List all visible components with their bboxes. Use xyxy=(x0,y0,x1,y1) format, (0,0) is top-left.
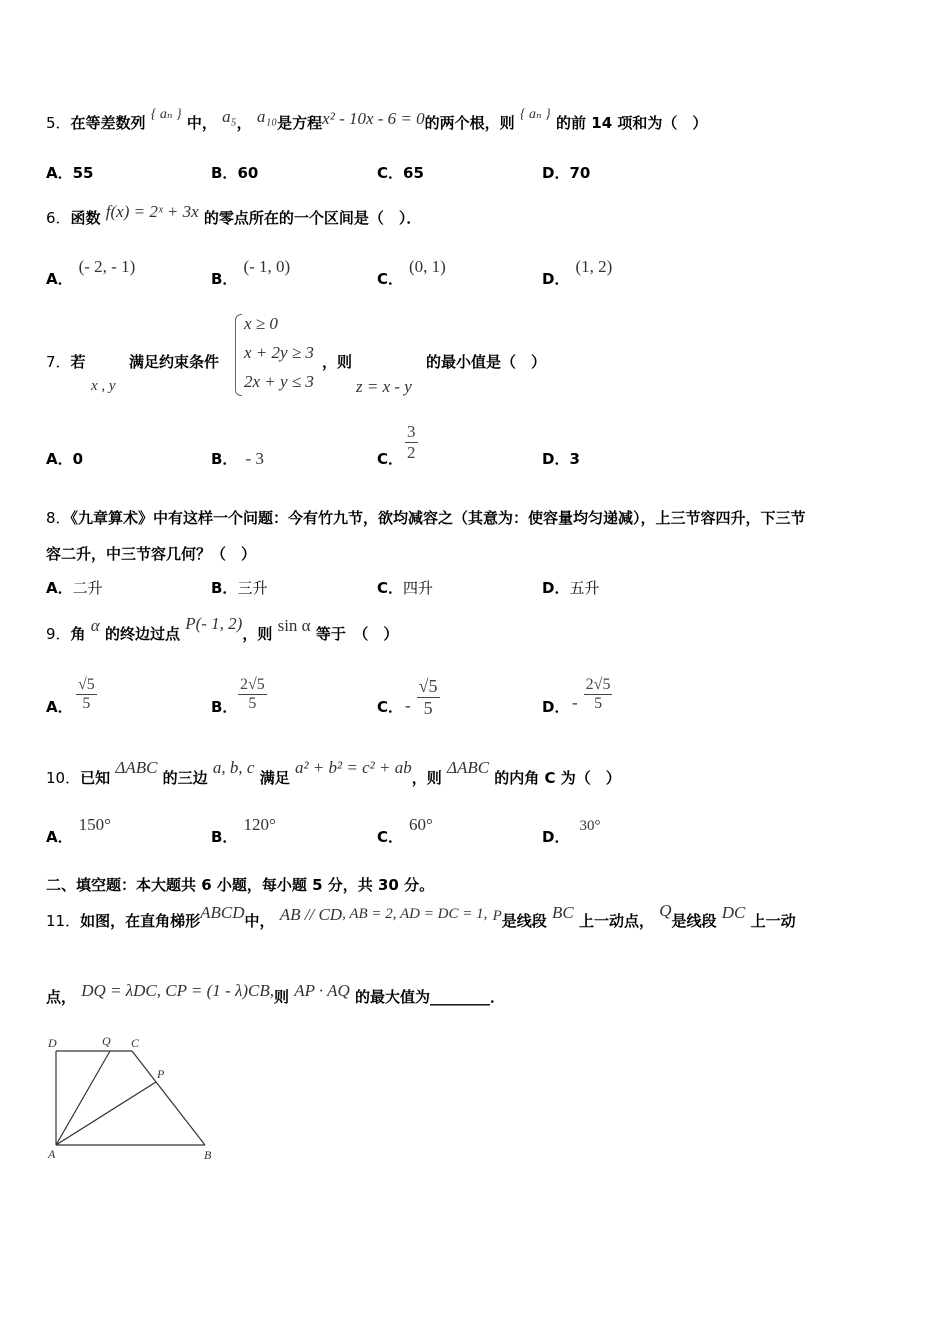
option-value: 150° xyxy=(78,815,111,834)
option-label: D． xyxy=(542,579,570,597)
option-value: 65 xyxy=(403,164,424,182)
option-label: B． xyxy=(211,270,238,288)
q5-option-b[interactable] xyxy=(211,162,258,183)
option-label: C． xyxy=(377,450,404,468)
option-label: B． xyxy=(211,164,238,182)
q9-option-b-label[interactable]: B． xyxy=(211,698,238,716)
q5-text-2: 中， xyxy=(186,114,217,132)
option-value: 55 xyxy=(72,164,94,182)
q7-system-brace xyxy=(235,314,242,396)
q10-number: 10． xyxy=(46,769,81,787)
segment-aq xyxy=(56,1051,110,1145)
q10-option-c[interactable] xyxy=(377,815,433,847)
q7-text-2: 满足约束条件 xyxy=(129,353,220,371)
q10-triangle-2: ΔABC xyxy=(446,758,490,777)
q10-text-3: 满足 xyxy=(259,769,290,787)
label-c: C xyxy=(131,1036,140,1050)
option-label: A． xyxy=(46,828,73,846)
option-label: B． xyxy=(211,450,238,468)
q6-option-b[interactable] xyxy=(211,257,291,289)
q10-option-d[interactable] xyxy=(542,818,601,847)
label-p: P xyxy=(157,1067,165,1081)
q10-stem xyxy=(46,758,621,788)
q10-text-4: ，则 xyxy=(411,769,442,787)
fraction-denominator: 5 xyxy=(423,698,433,718)
q11-text-6: 上一动 xyxy=(750,912,796,930)
q11-text-8: 则 xyxy=(273,988,289,1006)
q11-text-4: 上一动点， xyxy=(578,912,654,930)
option-value: 120° xyxy=(243,815,276,834)
q5-option-d[interactable] xyxy=(542,162,590,183)
q8-line-1 xyxy=(46,507,806,528)
q10-equation: a² + b² = c² + ab xyxy=(294,758,412,777)
option-label: C． xyxy=(377,579,404,597)
fraction-denominator: 5 xyxy=(82,695,91,712)
option-label: D． xyxy=(542,164,570,182)
q10-option-a[interactable] xyxy=(46,815,111,847)
segment-ap xyxy=(56,1082,156,1145)
q7-stem-a xyxy=(46,351,86,372)
q6-function: f(x) = 2ˣ + 3x xyxy=(105,202,199,221)
option-sign: - xyxy=(572,693,578,713)
fraction-numerator: 2√5 xyxy=(240,676,265,693)
q7-text-1: 若 xyxy=(70,353,86,371)
fraction-denominator: 2 xyxy=(407,443,416,462)
q9-text-4: 等于 （ ） xyxy=(315,625,399,643)
q5-option-c[interactable] xyxy=(377,162,424,183)
q5-text-6: 项和为（ ） xyxy=(617,114,708,132)
q7-option-c-fraction xyxy=(405,422,418,463)
q11-text-1: 如图，在直角梯形 xyxy=(80,912,201,930)
trapezoid-figure xyxy=(40,1030,230,1165)
option-value: 二升 xyxy=(72,579,103,597)
q7-option-d[interactable] xyxy=(542,448,580,469)
q5-stem xyxy=(46,107,708,133)
q9-text-3: ，则 xyxy=(242,625,273,643)
q9-text-2: 的终边过点 xyxy=(104,625,180,643)
q5-equation: x² - 10x - 6 = 0 xyxy=(322,109,425,128)
section-2-heading: 二、填空题：本大题共 6 小题，每小题 5 分，共 30 分。 xyxy=(46,876,435,894)
q5-text-1: 在等差数列 xyxy=(70,114,146,132)
q8-option-a[interactable] xyxy=(46,577,103,598)
q6-option-c[interactable] xyxy=(377,257,446,289)
q9-option-a-label[interactable]: A． xyxy=(46,698,73,716)
q11-bc: BC xyxy=(551,903,574,922)
q11-point-q: Q xyxy=(659,901,672,920)
q11-text-7: 点， xyxy=(46,988,77,1006)
option-label: A． xyxy=(46,450,73,468)
q9-sine: sin α xyxy=(277,616,311,635)
q7-text-3: ，则 xyxy=(322,353,353,371)
fraction-denominator: 5 xyxy=(248,695,257,712)
q10-sides: a, b, c xyxy=(212,758,255,777)
q6-stem xyxy=(46,202,422,228)
q6-text-2: 的零点所在的一个区间是（ ）． xyxy=(203,209,422,227)
q6-number: 6． xyxy=(46,209,71,227)
q11-abcd: ABCD xyxy=(200,903,245,922)
q8-number: 8． xyxy=(46,509,71,527)
option-label: D． xyxy=(542,270,570,288)
fraction-numerator: √5 xyxy=(418,676,438,696)
q9-point: P(- 1, 2) xyxy=(185,614,243,633)
q5-option-a[interactable] xyxy=(46,162,93,183)
option-value: (1, 2) xyxy=(575,257,613,276)
q11-text-2: 中， xyxy=(244,912,275,930)
q9-option-c-value xyxy=(405,676,440,719)
option-value: 0 xyxy=(72,450,84,468)
q7-number: 7． xyxy=(46,353,71,371)
q5-comma: ， xyxy=(236,114,252,132)
label-a: A xyxy=(48,1147,56,1161)
option-value: - 3 xyxy=(245,449,264,468)
fraction-numerator: √5 xyxy=(78,676,95,693)
option-label: C． xyxy=(377,828,404,846)
option-value: 四升 xyxy=(403,579,434,597)
q7-option-c-label[interactable] xyxy=(377,448,403,469)
option-label: A． xyxy=(46,164,73,182)
q8-line-2: 容二升，中三节容几何？（ ） xyxy=(46,545,257,563)
q11-number: 11． xyxy=(46,912,81,930)
q11-parallel: AB // CD xyxy=(279,905,343,924)
q8-text-1: 《九章算术》中有这样一个问题：今有竹九节，欲均减容之（其意为：使容量均匀递减），上三节容四升，下三节 xyxy=(70,509,806,527)
q7-variables: x , y xyxy=(91,378,116,394)
segment-cb xyxy=(132,1051,205,1145)
fraction-numerator: 3 xyxy=(407,422,416,441)
q11-dc: DC xyxy=(721,903,746,922)
option-value: 3 xyxy=(569,450,580,468)
q6-option-a[interactable] xyxy=(46,257,136,289)
option-label: B． xyxy=(211,579,238,597)
option-sign: - xyxy=(405,696,411,716)
q5-sequence-2: { aₙ } xyxy=(519,107,551,122)
q11-text-9: 的最大值为________． xyxy=(355,988,506,1006)
option-label: D． xyxy=(542,828,570,846)
option-label: C． xyxy=(377,270,404,288)
q10-text-2: 的三边 xyxy=(162,769,208,787)
q10-text-1: 已知 xyxy=(80,769,111,787)
q5-n14: 14 xyxy=(591,114,613,132)
q8-option-b[interactable] xyxy=(211,577,267,598)
q5-sequence: { aₙ } xyxy=(150,107,182,122)
q10-triangle: ΔABC xyxy=(115,758,158,777)
label-b: B xyxy=(204,1148,212,1162)
q9-option-d-label[interactable]: D． xyxy=(542,698,570,716)
q5-number: 5． xyxy=(46,114,71,132)
q10-text-5: 的内角 C 为（ ） xyxy=(494,769,621,787)
q9-option-c-label[interactable]: C． xyxy=(377,698,404,716)
q9-option-b-value xyxy=(238,676,267,713)
label-d: D xyxy=(48,1036,57,1050)
q5-text-5: 的前 xyxy=(556,114,587,132)
q9-text-1: 角 xyxy=(70,625,86,643)
q8-option-c[interactable] xyxy=(377,577,433,598)
option-value: 五升 xyxy=(569,579,600,597)
q11-line-1 xyxy=(46,901,796,931)
option-label: D． xyxy=(542,450,570,468)
option-value: (- 2, - 1) xyxy=(78,257,136,276)
q7-constraint-1: x ≥ 0 xyxy=(244,314,278,333)
q7-constraint-3: 2x + y ≤ 3 xyxy=(244,372,314,391)
fraction-numerator: 2√5 xyxy=(585,676,611,693)
q8-option-d[interactable] xyxy=(542,577,599,598)
option-value: (- 1, 0) xyxy=(243,257,291,276)
q6-option-d[interactable] xyxy=(542,257,613,289)
q11-text-5: 是线段 xyxy=(671,912,717,930)
q9-alpha: α xyxy=(90,616,100,635)
q5-text-4: 的两个根，则 xyxy=(424,114,515,132)
q9-option-a-value xyxy=(76,676,97,713)
q7-constraint-2: x + 2y ≥ 3 xyxy=(244,343,314,362)
option-value: 60 xyxy=(237,164,259,182)
q9-stem xyxy=(46,614,399,644)
option-value: 三升 xyxy=(237,579,268,597)
option-value: 30° xyxy=(579,818,601,834)
fraction-denominator: 5 xyxy=(594,695,603,712)
q7-objective: z = x - y xyxy=(356,377,412,396)
option-label: C． xyxy=(377,164,404,182)
option-label: A． xyxy=(46,270,73,288)
q11-point-p: P xyxy=(492,908,502,924)
q9-number: 9． xyxy=(46,625,71,643)
q10-option-b[interactable] xyxy=(211,815,276,847)
label-q: Q xyxy=(102,1034,111,1048)
q11-text-3: 是线段 xyxy=(501,912,547,930)
q5-text-3: 是方程 xyxy=(277,114,323,132)
q7-text-4: 的最小值是（ ） xyxy=(426,353,547,371)
q7-option-a[interactable] xyxy=(46,448,83,469)
q11-relation: DQ = λDC, CP = (1 - λ)CB, xyxy=(81,981,274,1000)
q5-a10: a₁₀ xyxy=(256,107,278,126)
option-label: B． xyxy=(211,828,238,846)
option-value: (0, 1) xyxy=(409,257,446,276)
q9-option-d-value xyxy=(572,676,612,713)
q11-line-2 xyxy=(46,981,506,1007)
q6-text-1: 函数 xyxy=(70,209,101,227)
option-label: A． xyxy=(46,579,73,597)
q11-dot-product: AP · AQ xyxy=(294,981,350,1000)
q5-a5: a₅ xyxy=(222,107,237,126)
q11-condition: , AB = 2, AD = DC = 1, xyxy=(342,906,488,922)
option-value: 70 xyxy=(569,164,591,182)
option-value: 60° xyxy=(409,815,433,834)
q7-option-b[interactable] xyxy=(211,448,264,469)
